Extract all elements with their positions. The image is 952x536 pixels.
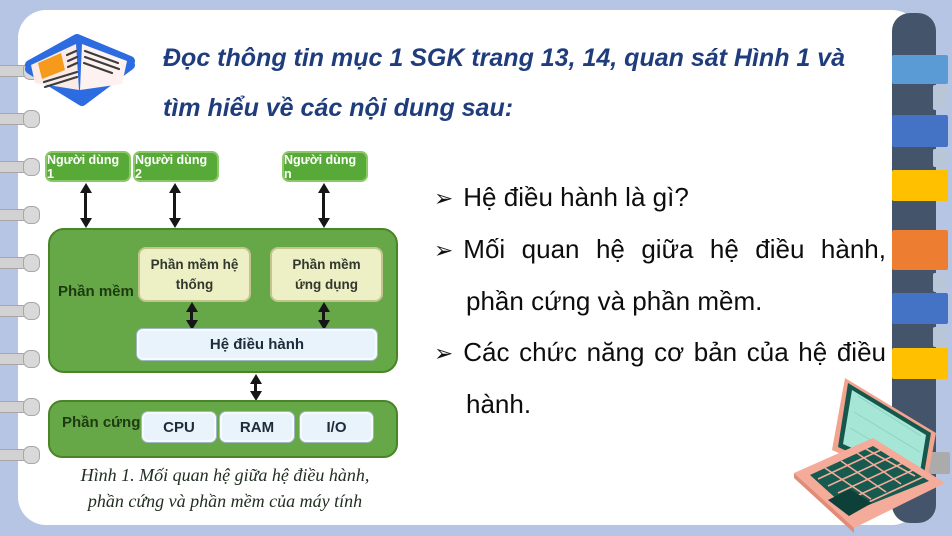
io-box: I/O [300,412,373,442]
diagram-user-box: Người dùng 2 [133,151,219,182]
question-text: Mối quan hệ giữa hệ điều hành, phần cứng và phần mềm. [463,234,886,316]
system-software-box: Phần mềm hệ thống [138,247,251,302]
operating-system-box: Hệ điều hành [137,329,377,360]
binder-ring-icon [0,449,29,461]
arrow-bullet-icon: ➢ [434,340,454,366]
double-arrow-icon [254,384,257,391]
question-item [434,172,886,224]
side-tab-royalblue [892,115,948,147]
side-tab-gray [933,273,948,292]
cpu-box: CPU [142,412,216,442]
figure-caption-line2: phần cứng và phần mềm của máy tính [87,491,363,511]
laptop-icon [788,376,952,536]
side-tab-gray [933,149,948,167]
side-tab-yellow [892,170,948,201]
software-panel-label: Phần mềm [58,283,134,300]
arrow-bullet-icon: ➢ [434,237,454,263]
side-tab-gray [933,85,948,110]
binder-ring-icon [0,209,29,221]
side-tab-orange [892,230,948,270]
diagram-user-box: Người dùng 1 [45,151,131,182]
binder-ring-icon [0,401,29,413]
double-arrow-icon [322,312,325,320]
double-arrow-icon [190,312,193,320]
side-tab-lightblue [892,55,948,84]
question-item [434,224,886,327]
question-text: Các chức năng cơ bản của hệ điều hành. [463,337,886,419]
figure-caption [40,462,410,514]
slide-instruction: Đọc thông tin mục 1 SGK trang 13, 14, quan sát Hình 1 và tìm hiểu về các nội dung sau: [163,44,846,122]
diagram-user-box: Người dùng n [282,151,368,182]
binder-ring-icon [0,353,29,365]
binder-ring-icon [0,257,29,269]
double-arrow-icon [84,193,87,218]
binder-ring-icon [0,305,29,317]
binder-ring-icon [0,161,29,173]
figure-caption-line1: Hình 1. Mối quan hệ giữa hệ điều hành, [80,465,370,485]
side-tab-royalblue [892,293,948,324]
ram-box: RAM [220,412,294,442]
application-software-box: Phần mềm ứng dụng [270,247,383,302]
double-arrow-icon [322,193,325,218]
open-book-icon [22,34,140,120]
side-tab-gray [933,327,948,347]
hardware-panel-label: Phần cứng [62,414,141,431]
side-tab-yellow [892,348,948,379]
question-text: Hệ điều hành là gì? [463,182,689,212]
arrow-bullet-icon: ➢ [434,185,454,211]
double-arrow-icon [173,193,176,218]
